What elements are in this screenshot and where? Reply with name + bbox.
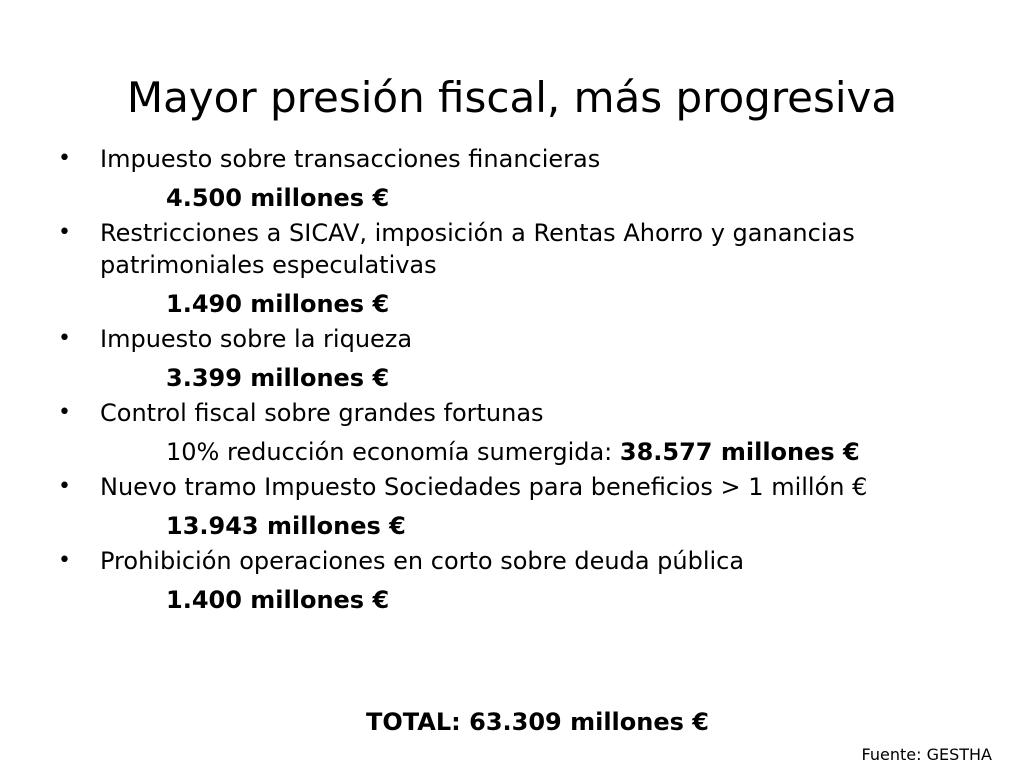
item-text: Restricciones a SICAV, imposición a Rentas Ahorro y ganancias patrimoniales especulativas — [100, 219, 855, 279]
item-amount: 1.490 millones € — [166, 290, 390, 318]
item-amount: 1.400 millones € — [166, 586, 390, 614]
item-text: Nuevo tramo Impuesto Sociedades para beneficios > 1 millón € — [100, 473, 868, 501]
item-text: Impuesto sobre la riqueza — [100, 325, 413, 353]
list-item-grandes-fortunas — [58, 397, 978, 429]
list-item-riqueza — [58, 323, 978, 355]
item-amount-line — [58, 436, 978, 468]
bullet-marker: • — [58, 146, 71, 171]
list-item-transacciones — [58, 143, 978, 175]
item-amount-prefix: 10% reducción economía sumergida: — [166, 438, 620, 466]
item-amount: 13.943 millones € — [166, 512, 406, 540]
bullet-marker: • — [58, 400, 71, 425]
total-amount: TOTAL: 63.309 millones € — [366, 708, 709, 736]
bullet-marker: • — [58, 474, 71, 499]
item-amount: 38.577 millones € — [619, 438, 860, 466]
item-text: Prohibición operaciones en corto sobre deuda pública — [100, 547, 745, 575]
slide-title: Mayor presión fiscal, más progresiva — [126, 73, 898, 122]
bullet-marker: • — [58, 326, 71, 351]
bullet-marker: • — [58, 548, 71, 573]
list-item-sicav — [58, 217, 978, 281]
list-item-operaciones-corto — [58, 545, 978, 577]
item-text: Control fiscal sobre grandes fortunas — [100, 399, 544, 427]
list-item-sociedades — [58, 471, 978, 503]
item-amount: 3.399 millones € — [166, 364, 390, 392]
bullet-marker: • — [58, 220, 71, 245]
item-text: Impuesto sobre transacciones financieras — [100, 145, 601, 173]
source-note: Fuente: GESTHA — [861, 745, 992, 764]
measures-list — [58, 140, 978, 619]
item-amount: 4.500 millones € — [166, 184, 390, 212]
